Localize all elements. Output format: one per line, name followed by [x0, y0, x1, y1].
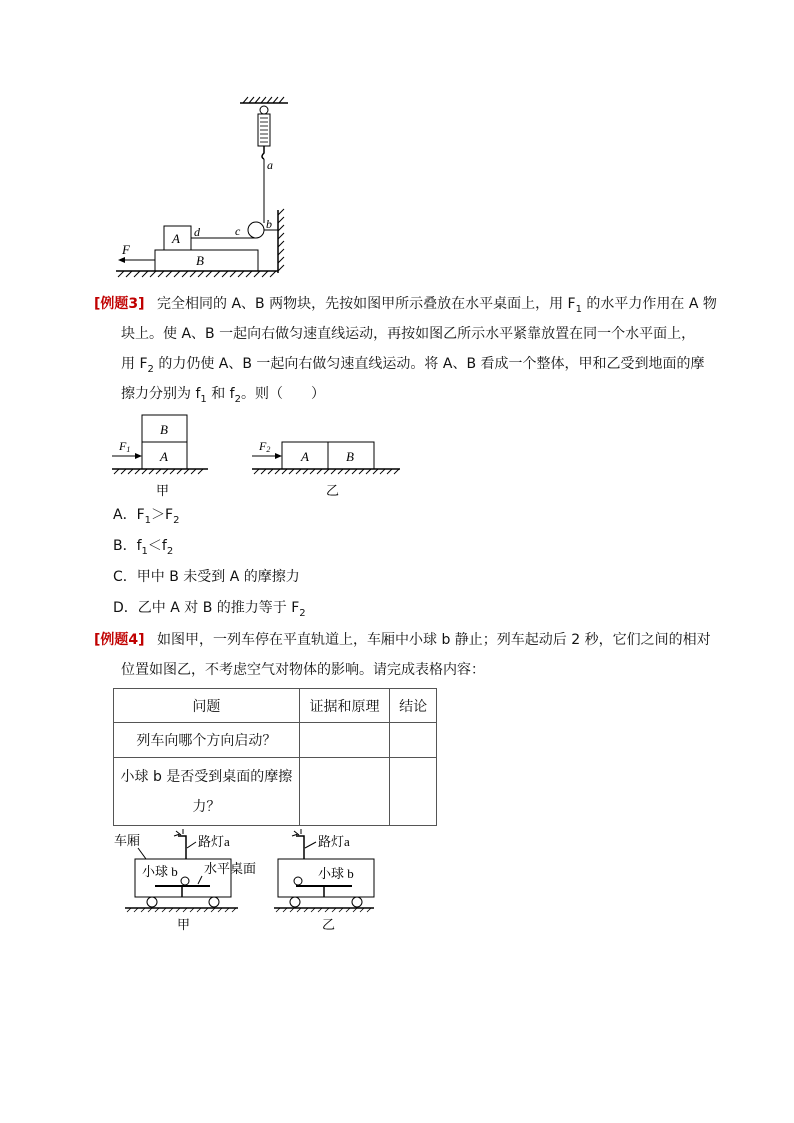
pulley-block-figure [110, 95, 300, 285]
svg-text:B: B [196, 253, 204, 268]
svg-text:F2: F2 [259, 439, 271, 454]
svg-text:乙: 乙 [322, 917, 336, 932]
train-figure-jia [110, 826, 280, 936]
option-b: B．$f_1<f_2$ [113, 538, 174, 557]
svg-text:路灯a: 路灯a [318, 834, 350, 849]
svg-text:A: A [172, 231, 180, 246]
svg-text:A: A [301, 449, 309, 464]
figure-stacked-jia [110, 412, 220, 502]
example-4-label: [例题4] [94, 632, 145, 648]
svg-text:B: B [160, 422, 168, 437]
option-a: A．$F_1>F_2$ [113, 507, 180, 526]
table-cell [299, 723, 389, 758]
svg-text:甲: 甲 [156, 483, 170, 498]
figure-side-yi [250, 435, 410, 502]
table-header: 证据和原理 [299, 689, 389, 723]
table-cell: 小球 b 是否受到桌面的摩擦 力？ [114, 758, 300, 826]
table-cell [390, 758, 437, 826]
svg-text:F1: F1 [119, 439, 131, 454]
svg-text:A: A [160, 449, 168, 464]
svg-text:小球 b: 小球 b [142, 864, 178, 879]
example-4-text: [例题4] 如图甲，一列车停在平直轨道上，车厢中小球 b 静止；列车起动后 2 秒，它们之间的相对 位置如图乙，不考虑空气对物体的影响。请完成表格内容： [94, 632, 711, 678]
example-3-text: [例题3] 完全相同的 A、B 两物块，先按如图甲所示叠放在水平桌面上，用 $F_1$ 的水平力作用在 A 物 块上。使 A、B 一起向右做匀速直线运动，再按如图乙所示水平紧靠放置在同一个水平面上， 用 $F_2$ 的力仍使 A、B 一起向右做匀速直线运动。将 A、B 看成一个整体，甲和乙受到地面的摩 擦力分别为 $f_1$ 和 $f_2$。则（ ） [94, 296, 717, 405]
label-a: a [267, 158, 273, 172]
ball-b [294, 877, 302, 885]
block-b [155, 250, 258, 271]
table-cell [390, 723, 437, 758]
table-header: 结论 [390, 689, 437, 723]
option-c: C．甲中 B 未受到 A 的摩擦力 [113, 569, 300, 585]
svg-text:d: d [194, 225, 200, 239]
example-3-label: [例题3] [94, 296, 145, 312]
svg-text:小球 b: 小球 b [318, 866, 354, 881]
table-cell [299, 758, 389, 826]
svg-text:乙: 乙 [326, 483, 340, 498]
option-d: D．乙中 A 对 B 的推力等于 $F_2$ [113, 600, 306, 619]
svg-text:路灯a: 路灯a [198, 834, 230, 849]
svg-text:B: B [346, 449, 354, 464]
svg-text:甲: 甲 [177, 917, 191, 932]
ball-b [181, 877, 189, 885]
table-cell: 列车向哪个方向启动？ [114, 723, 300, 758]
train-figure-yi [270, 826, 400, 936]
svg-text:F: F [122, 242, 130, 257]
svg-text:车厢: 车厢 [114, 833, 141, 848]
table-header: 问题 [114, 689, 300, 723]
pulley [248, 222, 264, 238]
svg-text:b: b [266, 217, 272, 231]
svg-text:水平桌面: 水平桌面 [204, 861, 257, 876]
svg-text:c: c [235, 224, 241, 238]
question-table [113, 688, 437, 826]
